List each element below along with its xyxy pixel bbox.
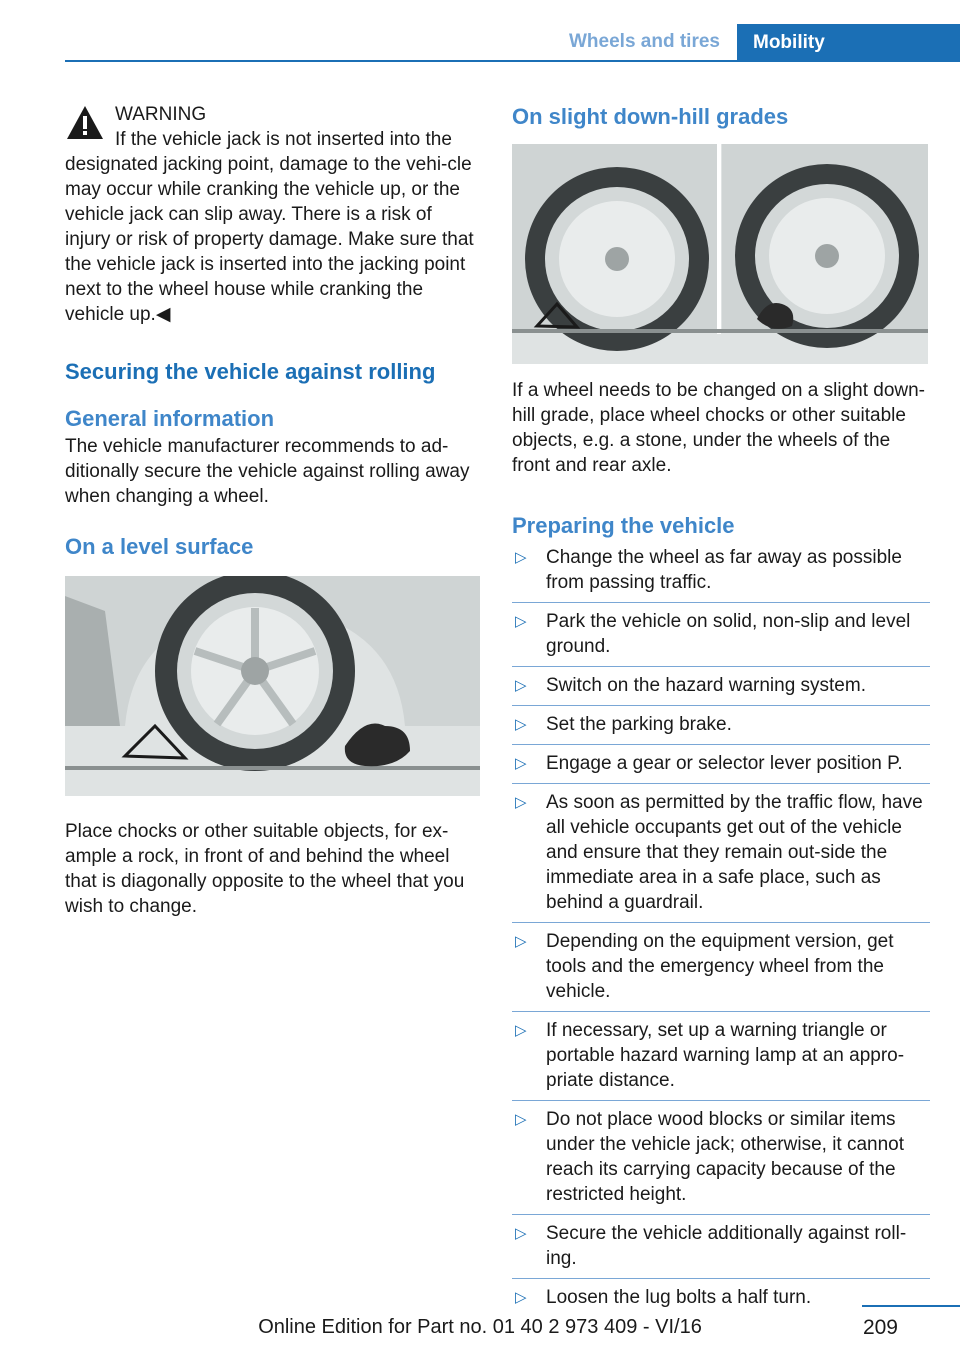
downhill-text: If a wheel needs to be changed on a slight down-hill grade, place wheel chocks or other suitable objects, e.g. a stone, under the wheels of the front and rear axle. [512,380,926,476]
downhill-heading: On slight down-hill grades [512,104,789,129]
left-column [65,102,480,919]
preparing-steps-list [512,545,930,1310]
triangle-bullet-icon: ▷ [515,794,527,811]
triangle-bullet-icon: ▷ [515,755,527,772]
general-info-heading: General information [65,406,275,431]
header-section-title: Wheels and tires [569,31,720,52]
level-surface-illustration [65,576,480,796]
triangle-bullet-icon: ▷ [515,1022,527,1039]
edition-note: Online Edition for Part no. 01 40 2 973 409 - VI/16 [258,1316,702,1338]
level-surface-heading: On a level surface [65,534,254,559]
warning-title: WARNING [115,104,207,125]
triangle-bullet-icon: ▷ [515,933,527,950]
page-number: 209 [862,1316,898,1339]
preparing-heading: Preparing the vehicle [512,513,735,538]
header-rule [65,60,960,62]
list-item: ▷ As soon as permitted by the traffic flow, have all vehicle occupants get out of the vehicle and ensure that they remain out-side the immediate area in a safe place, such as behind a guardrail. [512,783,930,915]
level-surface-text: Place chocks or other suitable objects, for ex-ample a rock, in front of and behind the wheel that is diagonally opposite to the wheel that you wish to change. [65,821,465,917]
warning-text: designated jacking point, damage to the vehi-cle may occur while cranking the vehicle up, or the vehicle jack can slip away. There is a risk of injury or risk of property damage. Make sure that the vehicle jack is inserted into the jacking point next to the wheel house while cranking the vehicle up.◀ [65,154,474,325]
triangle-bullet-icon: ▷ [515,1111,527,1128]
footer-rule [862,1305,960,1307]
triangle-bullet-icon: ▷ [515,1289,527,1306]
general-info-text: The vehicle manufacturer recommends to ad-ditionally secure the vehicle against rolling away when changing a wheel. [65,436,470,507]
right-column [512,102,930,1310]
list-item: ▷ Park the vehicle on solid, non-slip and level ground. [512,602,930,659]
list-item: ▷ If necessary, set up a warning triangle or portable hazard warning lamp at an appro-priate distance. [512,1011,930,1093]
triangle-bullet-icon: ▷ [515,549,527,566]
list-item: ▷ Depending on the equipment version, get tools and the emergency wheel from the vehicle. [512,922,930,1004]
triangle-bullet-icon: ▷ [515,677,527,694]
triangle-bullet-icon: ▷ [515,1225,527,1242]
list-item: ▷ Do not place wood blocks or similar items under the vehicle jack; otherwise, it cannot reach its carrying capacity because of the restricted height. [512,1100,930,1207]
list-item: ▷ Set the parking brake. [512,705,930,737]
triangle-bullet-icon: ▷ [515,716,527,733]
securing-heading: Securing the vehicle against rolling [65,359,436,384]
header-chapter-tab: Mobility [737,24,960,62]
list-item: ▷ Secure the vehicle additionally against roll-ing. [512,1214,930,1271]
list-item: ▷ Engage a gear or selector lever position P. [512,744,930,776]
downhill-illustration [512,144,928,364]
warning-block [65,102,480,327]
triangle-bullet-icon: ▷ [515,613,527,630]
list-item: ▷ Switch on the hazard warning system. [512,666,930,698]
warning-triangle-icon [65,104,105,142]
list-item: ▷ Change the wheel as far away as possible from passing traffic. [515,547,902,593]
list-item: ▷ Loosen the lug bolts a half turn. [512,1278,930,1310]
warning-first-line: If the vehicle jack is not inserted into the [115,129,452,150]
